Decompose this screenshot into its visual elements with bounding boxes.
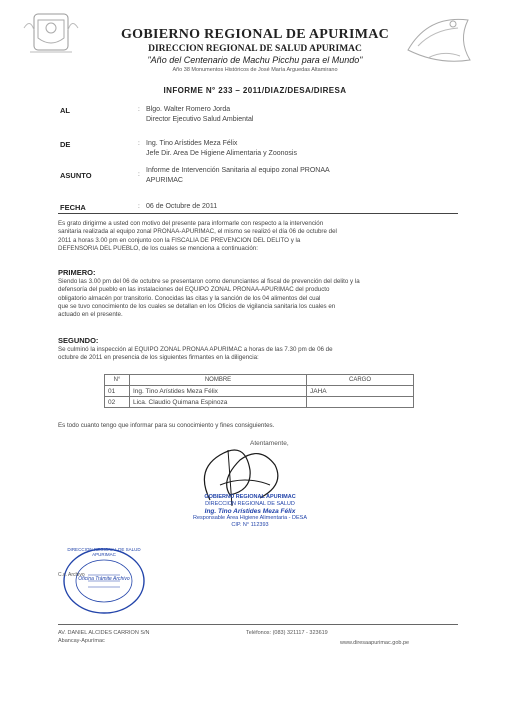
colon: :: [138, 171, 140, 178]
header-subtitle: DIRECCION REGIONAL DE SALUD APURIMAC: [148, 44, 362, 54]
intro-paragraph: [58, 220, 462, 253]
text-line: Es grato dirigirme a usted con motivo del presente para informarle con respecto a la intervención: [58, 220, 324, 227]
text-line: obligatorio almacén por transitorio. Conocidas las citas y la sanción de los 04 alimentos del cual: [58, 294, 321, 302]
colon: :: [138, 203, 140, 210]
signature-stamp: [180, 494, 320, 529]
field-label-de: DE: [60, 140, 71, 149]
colon: :: [138, 140, 140, 147]
closing-line: Es todo cuanto tengo que informar para su conocimiento y fines consiguientes.: [58, 422, 275, 429]
table-row: [105, 386, 414, 397]
text-line: Siendo las 3.00 pm del 06 de octubre se presentaron como denunciantes al fiscal de prevención del delito y la: [58, 278, 360, 285]
field-al-line2: Director Ejecutivo Salud Ambiental: [146, 116, 254, 123]
field-label-asunto: ASUNTO: [60, 171, 92, 180]
farewell: Atentamente,: [250, 440, 289, 447]
text-line: octubre de 2011 en presencia de los siguientes firmantes en la diligencia:: [58, 354, 259, 362]
cell-name: Ing. Tino Arístides Meza Félix: [130, 386, 307, 397]
cell-number: 02: [105, 397, 130, 408]
col-header-role: CARGO: [307, 375, 414, 386]
section-heading-primero: PRIMERO:: [58, 268, 96, 277]
text-line: DEFENSORIA DEL PUEBLO, de los cuales se menciona a continuación:: [58, 244, 258, 252]
table-header-row: [105, 375, 414, 386]
field-al-line1: Blgo. Walter Romero Jorda: [146, 106, 231, 113]
field-de-line1: Ing. Tino Arístides Meza Félix: [146, 140, 238, 147]
text-line: que se tuvo conocimiento de los cuales se detallan en los Oficios de vigilancia sanitaria los cuales en: [58, 302, 336, 310]
cell-name: Lica. Claudio Quimana Espinoza: [130, 397, 307, 408]
field-de-line2: Jefe Dir. Area De Higiene Alimentaria y Zoonosis: [146, 150, 297, 157]
header-divider: [58, 213, 458, 214]
table-row: [105, 397, 414, 408]
stamp-line: GOBIERNO REGIONAL APURIMAC: [204, 494, 296, 500]
round-seal-text: DIRECCION REGIONAL DE SALUD APURIMAC: [67, 547, 141, 557]
footer-website: www.diresaapurimac.gob.pe: [340, 640, 410, 646]
signatories-table: [104, 374, 414, 408]
footer-city: Abancay-Apurímac: [58, 638, 105, 644]
cell-role: [307, 397, 414, 408]
text-line: 2011 a horas 3.00 pm en conjunto con la FISCALIA DE PREVENCION DEL DELITO y la: [58, 236, 301, 244]
text-line: sanitaria realizada al equipo zonal PRONAA-APURIMAC, el mismo se realizó el día 06 de octubre del: [58, 228, 337, 236]
footer-address: AV. DANIEL ALCIDES CARRION S/N: [58, 630, 150, 636]
col-header-name: NOMBRE: [130, 375, 307, 386]
carbon-copy-note: C.c. Archivo: [58, 572, 85, 578]
stamp-line: Ing. Tino Arístides Meza Félix: [204, 508, 296, 515]
stamp-line: Responsable Área Higiene Alimentaria - DESA: [192, 515, 308, 521]
field-asunto-line1: Informe de Intervención Sanitaria al equipo zonal PRONAA: [146, 167, 330, 174]
segundo-paragraph: [58, 346, 462, 363]
text-line: Se culminó la inspección al EQUIPO ZONAL PRONAA APURIMAC a horas de las 7.30 pm de 06 de: [58, 346, 333, 353]
field-label-fecha: FECHA: [60, 203, 86, 212]
field-label-al: AL: [60, 106, 70, 115]
footer-phone: Teléfonos: (083) 321117 - 323619: [246, 630, 328, 636]
text-line: defensoría del pueblo en las instalaciones del EQUIPO ZONAL PRONAA-APURIMAC del producto: [58, 286, 330, 294]
header-motto: "Año del Centenario de Machu Picchu para el Mundo": [147, 55, 363, 65]
signatories-table-wrapper: [104, 374, 414, 408]
text-line: actuado en el presente.: [58, 311, 123, 319]
header-title: GOBIERNO REGIONAL DE APURIMAC: [120, 27, 390, 42]
cell-role: JAHA: [307, 386, 414, 397]
col-header-number: N°: [105, 375, 130, 386]
header-small-line: Año 38 Monumentos Históricos de José María Arguedas Altamirano: [172, 67, 338, 73]
stamp-line: CIP. N° 112393: [231, 522, 269, 528]
section-heading-segundo: SEGUNDO:: [58, 336, 99, 345]
colon: :: [138, 106, 140, 113]
round-seal-center: Oficina Trámite Archivo: [78, 576, 130, 582]
footer-divider: [58, 624, 458, 625]
field-asunto-line2: APURIMAC: [146, 177, 183, 184]
cell-number: 01: [105, 386, 130, 397]
primero-paragraph: [58, 278, 462, 319]
field-fecha-value: 06 de Octubre de 2011: [146, 203, 218, 210]
report-number: INFORME N° 233 – 2011/DIAZ/DESA/DIRESA: [163, 86, 347, 95]
stamp-line: DIRECCION REGIONAL DE SALUD: [205, 501, 295, 507]
